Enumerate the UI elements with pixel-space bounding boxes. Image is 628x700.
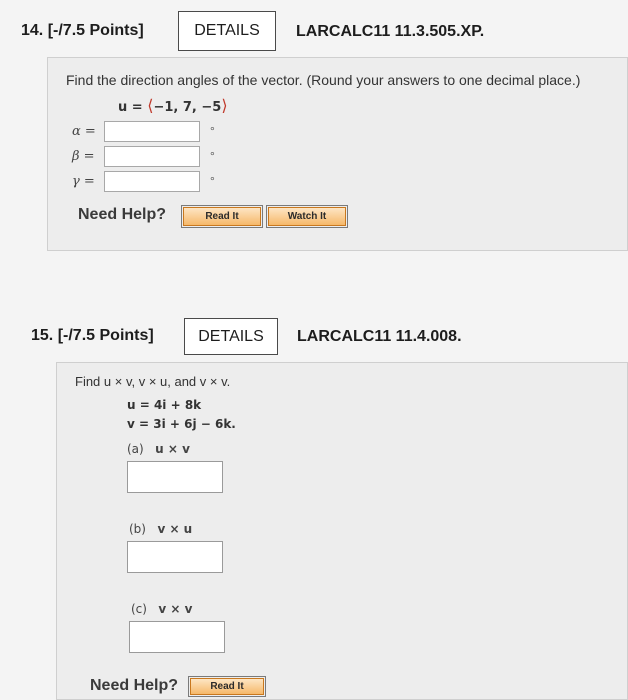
vector-open-bracket: ⟨ (147, 96, 154, 115)
question-number: 15. (31, 327, 54, 344)
vector-components: −1, 7, −5 (153, 100, 222, 115)
need-help-label: Need Help? (90, 677, 179, 694)
read-it-button[interactable]: Read It (183, 207, 261, 226)
question-number: 14. (21, 22, 44, 39)
question-14-header (21, 22, 144, 40)
beta-input[interactable] (104, 146, 200, 167)
problem-code: LARCALC11 11.4.008. (297, 328, 462, 345)
question-points: [-/7.5 Points] (47, 22, 144, 39)
question-points: [-/7.5 Points] (57, 327, 154, 344)
degree-symbol: ° (210, 124, 215, 138)
beta-label: β = (72, 149, 95, 164)
part-c-label: (c) v × v (131, 602, 193, 616)
u-vector-line: u = 4i + 8k (127, 398, 202, 412)
part-b-input[interactable] (127, 541, 223, 573)
gamma-input[interactable] (104, 171, 200, 192)
vector-lhs: u = (118, 100, 143, 115)
degree-symbol: ° (210, 149, 215, 163)
watch-it-button[interactable]: Watch It (268, 207, 346, 226)
details-label: DETAILS (198, 327, 264, 345)
problem-code: LARCALC11 11.3.505.XP. (296, 23, 485, 40)
question-prompt: Find the direction angles of the vector. (Round your answers to one decimal place.) (66, 72, 581, 88)
question-prompt: Find u × v, v × u, and v × v. (75, 374, 231, 389)
gamma-label: γ = (72, 174, 95, 189)
details-button[interactable] (184, 318, 278, 355)
alpha-input[interactable] (104, 121, 200, 142)
question-15-header (31, 327, 154, 345)
need-help-label: Need Help? (78, 206, 167, 223)
part-c-input[interactable] (129, 621, 225, 653)
details-button[interactable] (178, 11, 276, 51)
details-label: DETAILS (194, 22, 260, 39)
vector-close-bracket: ⟩ (221, 96, 228, 115)
part-a-input[interactable] (127, 461, 223, 493)
alpha-label: α = (72, 124, 96, 139)
part-a-label: (a) u × v (127, 442, 190, 456)
part-b-label: (b) v × u (129, 522, 193, 536)
v-vector-line: v = 3i + 6j − 6k. (127, 417, 236, 431)
read-it-button[interactable]: Read It (190, 678, 264, 695)
degree-symbol: ° (210, 174, 215, 188)
vector-expression (118, 96, 228, 115)
